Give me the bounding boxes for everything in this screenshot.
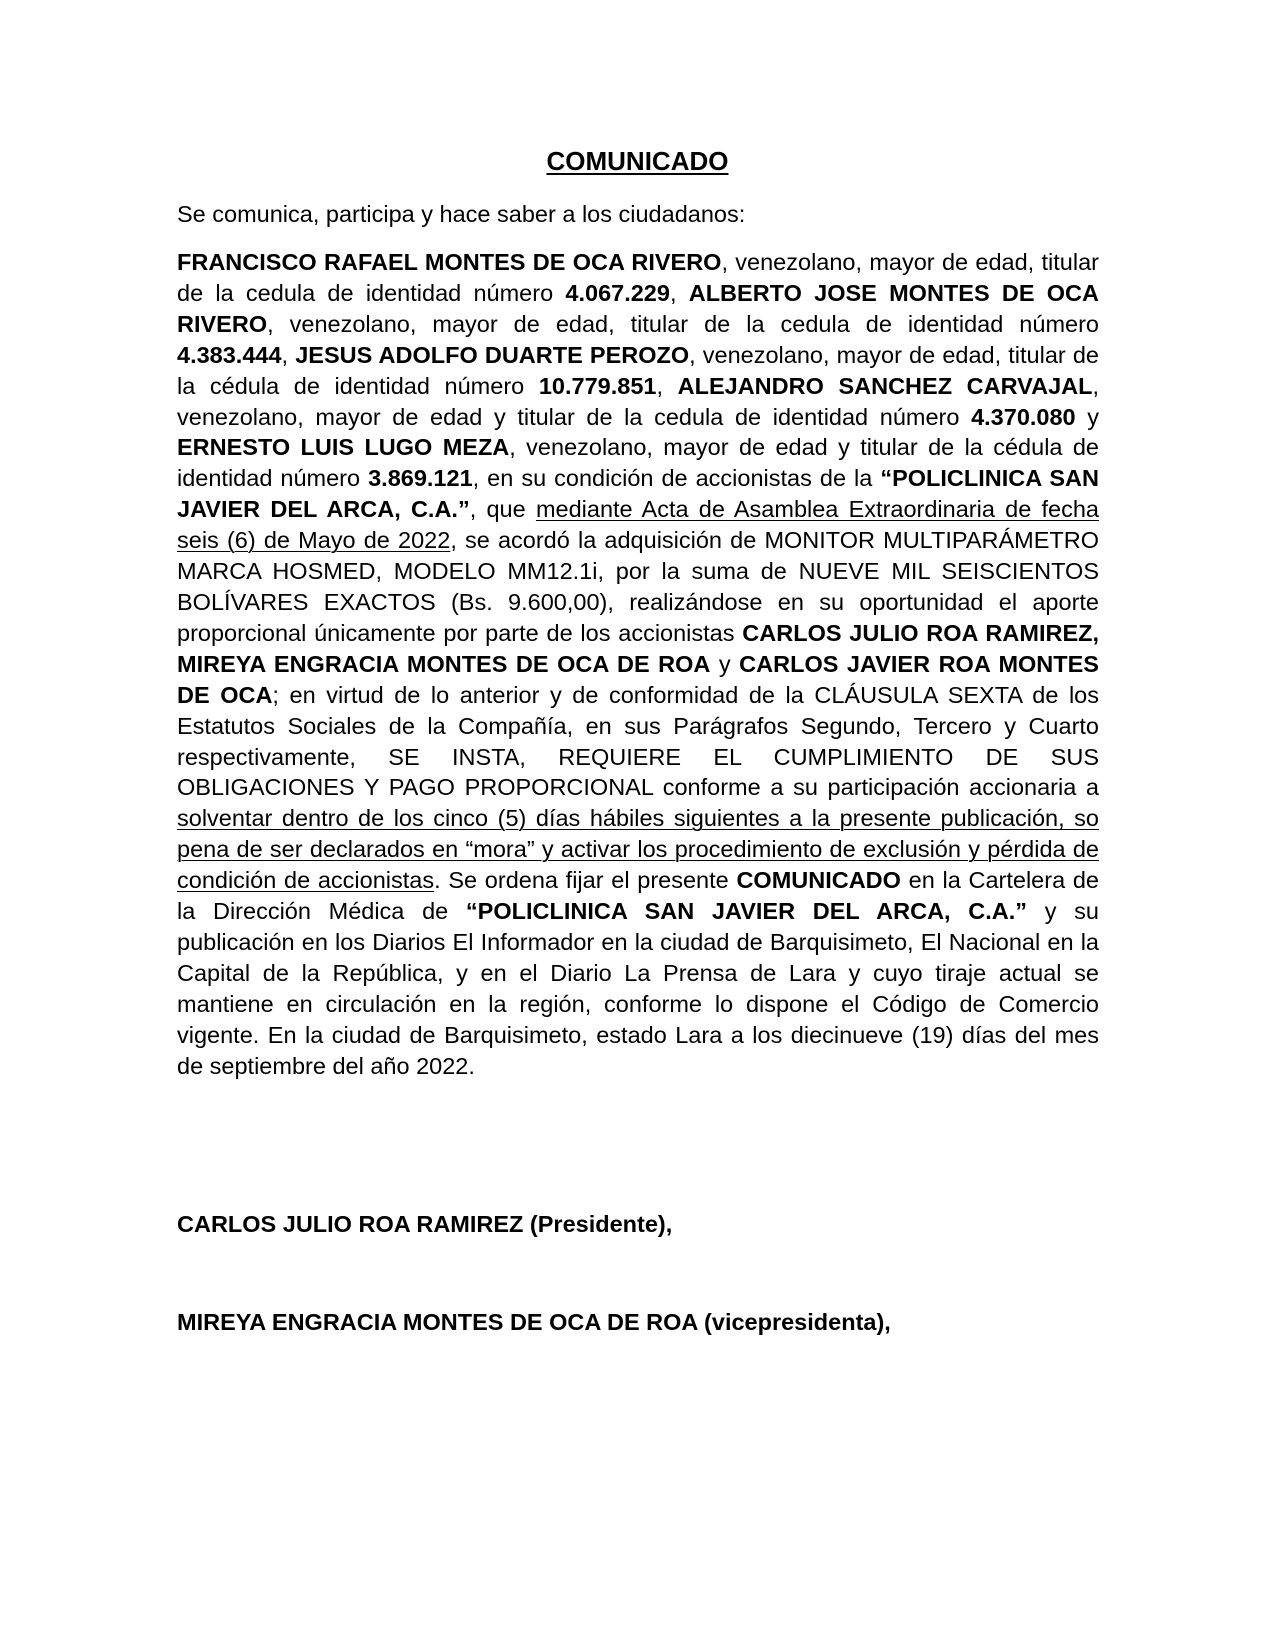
body-segment: CARLOS JAVIER ROA MONTES DE OCA — [177, 650, 1099, 708]
body-segment: “POLICLINICA SAN JAVIER DEL ARCA, C.A.” — [177, 465, 1099, 523]
body-segment: , venezolano, mayor de edad y titular de la cedula de identidad número — [177, 372, 1099, 430]
body-segment: , venezolano, mayor de edad, titular de la cédula de identidad número — [177, 341, 1099, 399]
body-segment: 4.383.444 — [177, 341, 282, 368]
body-segment: 3.869.121 — [368, 465, 473, 492]
body-segment: y su publicación en los Diarios El Informador en la ciudad de Barquisimeto, El Nacional en la Capital de la República, y en el Diario La Prensa de Lara y cuyo tiraje actual se mantiene en circulación en la región, conforme lo dispone el Código de Comercio vigente. En la ciudad de Barquisimeto, estado Lara a los diecinueve (19) días del mes de septiembre del año 2022. — [177, 898, 1099, 1079]
body-segment: , — [281, 341, 296, 368]
body-segment: y — [710, 650, 740, 677]
signer-president: CARLOS JULIO ROA RAMIREZ (Presidente), — [177, 1211, 673, 1237]
body-segment: “POLICLINICA SAN JAVIER DEL ARCA, C.A.” — [465, 898, 1028, 925]
document-title: COMUNICADO — [546, 146, 729, 176]
body-segment: 4.370.080 — [971, 403, 1076, 430]
intro-line: Se comunica, participa y hace saber a los ciudadanos: — [177, 201, 746, 227]
body-segment: solventar dentro de los cinco (5) días hábiles siguientes a la presente publicación, so pena de ser declarados en “mora” y activar los procedimiento de exclusión y pérdida de condición de accionistas — [177, 805, 1099, 894]
body-segment: FRANCISCO RAFAEL MONTES DE OCA RIVERO — [177, 249, 722, 275]
body-segment: COMUNICADO — [736, 867, 901, 894]
body-segment: , que — [469, 496, 536, 523]
body-segment: 4.067.229 — [565, 279, 670, 306]
body-segment: , venezolano, mayor de edad, titular de la cedula de identidad número — [177, 249, 1099, 306]
body-segment: ; en virtud de lo anterior y de conformidad de la CLÁUSULA SEXTA de los Estatutos Sociales de la Compañía, en sus Parágrafos Segundo, Tercero y Cuarto respectivamente, SE INSTA, REQUIERE EL CUMPLIMIENTO DE SUS OBLIGACIONES Y PAGO PROPORCIONAL conforme a su participación accionaria a — [177, 681, 1099, 801]
body-segment: mediante Acta de Asamblea Extraordinaria de fecha seis (6) de Mayo de 2022 — [177, 496, 1099, 554]
body-segment: en la Cartelera de la Dirección Médica de — [177, 867, 1099, 925]
body-segment: y — [1075, 403, 1100, 430]
body-segment: , — [656, 372, 678, 399]
body-segment: CARLOS JULIO ROA RAMIREZ, MIREYA ENGRACIA MONTES DE OCA DE ROA — [177, 619, 1100, 677]
body-segment: , — [669, 279, 689, 306]
body-segment: ALEJANDRO SANCHEZ CARVAJAL — [677, 372, 1093, 399]
body-segment: . Se ordena fijar el presente — [434, 867, 737, 894]
signer-vicepresident: MIREYA ENGRACIA MONTES DE OCA DE ROA (vicepresidenta), — [177, 1309, 891, 1335]
body-segment: ALBERTO JOSE MONTES DE OCA RIVERO — [177, 279, 1099, 337]
body-segment: 10.779.851 — [538, 372, 657, 399]
body-segment: , en su condición de accionistas de la — [472, 465, 881, 492]
body-segment: ERNESTO LUIS LUGO MEZA — [177, 434, 510, 461]
body-segment: JESUS ADOLFO DUARTE PEROZO — [295, 341, 690, 368]
body-paragraph — [177, 247, 1099, 1081]
body-segment: , venezolano, mayor de edad, titular de la cedula de identidad número — [267, 310, 1099, 337]
body-segment: , se acordó la adquisición de MONITOR MULTIPARÁMETRO MARCA HOSMED, MODELO MM12.1i, por la suma de NUEVE MIL SEISCIENTOS BOLÍVARES EXACTOS (Bs. 9.600,00), realizándose en su oportunidad el aporte proporcional únicamente por parte de los accionistas — [177, 527, 1099, 646]
body-segment: , venezolano, mayor de edad y titular de la cédula de identidad número — [177, 434, 1099, 492]
